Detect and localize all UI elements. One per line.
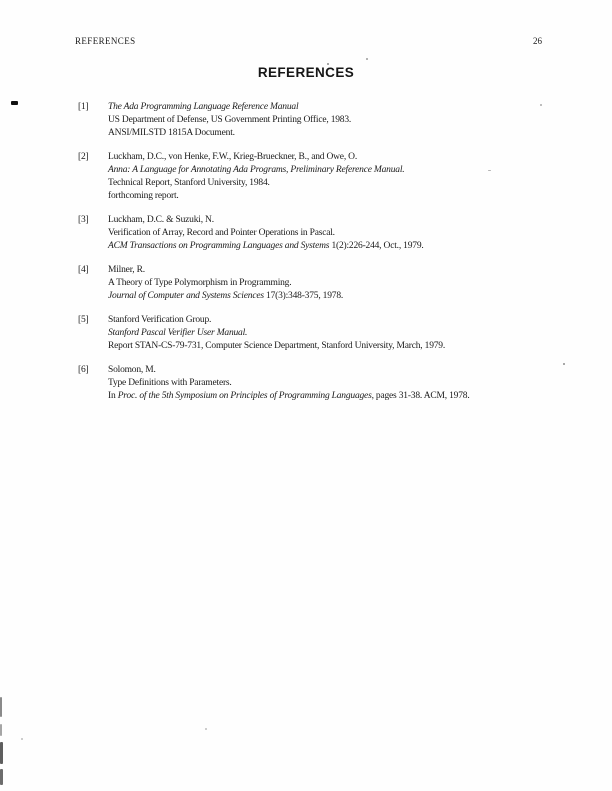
reference-text-segment: 17(3):348-375, 1978. bbox=[263, 291, 344, 301]
reference-entry bbox=[78, 214, 592, 253]
reference-line bbox=[108, 190, 592, 203]
reference-body bbox=[108, 364, 592, 403]
reference-line bbox=[108, 390, 592, 403]
reference-text-segment: Solomon, M. bbox=[108, 365, 156, 375]
reference-label: [2] bbox=[78, 152, 89, 162]
reference-body bbox=[108, 214, 592, 253]
reference-text-segment: , pages 31-38. ACM, 1978. bbox=[371, 391, 470, 401]
reference-line bbox=[108, 164, 592, 177]
reference-text-segment: Technical Report, Stanford University, 1984. bbox=[108, 178, 270, 188]
running-header bbox=[75, 36, 542, 46]
scan-mark bbox=[0, 742, 3, 764]
reference-line bbox=[108, 277, 592, 290]
reference-line bbox=[108, 377, 592, 390]
reference-text-segment: Stanford Verification Group. bbox=[108, 315, 212, 325]
reference-body bbox=[108, 314, 592, 353]
reference-entry bbox=[78, 314, 592, 353]
reference-line bbox=[108, 214, 592, 227]
reference-body bbox=[108, 151, 592, 203]
reference-text-segment: ACM Transactions on Programming Languages and Systems bbox=[108, 241, 330, 251]
reference-body bbox=[108, 101, 592, 140]
reference-line bbox=[108, 340, 592, 353]
reference-label: [1] bbox=[78, 102, 89, 112]
reference-text-segment: forthcoming report. bbox=[108, 191, 179, 201]
reference-text-segment: In bbox=[108, 391, 118, 401]
reference-text-segment: 1(2):226-244, Oct., 1979. bbox=[329, 241, 424, 251]
reference-label: [4] bbox=[78, 265, 89, 275]
reference-label: [6] bbox=[78, 365, 89, 375]
reference-text-segment: Verification of Array, Record and Pointer Operations in Pascal. bbox=[108, 228, 335, 238]
reference-body bbox=[108, 264, 592, 303]
reference-text-segment: Luckham, D.C. & Suzuki, N. bbox=[108, 215, 214, 225]
reference-list bbox=[78, 101, 592, 414]
reference-line bbox=[108, 127, 592, 140]
reference-line bbox=[108, 114, 592, 127]
scan-mark bbox=[205, 728, 207, 730]
scan-mark bbox=[0, 697, 2, 717]
reference-text-segment: Type Definitions with Parameters. bbox=[108, 378, 232, 388]
reference-text-segment: Stanford Pascal Verifier User Manual. bbox=[108, 328, 248, 338]
reference-text-segment: Milner, R. bbox=[108, 265, 145, 275]
running-header-text: REFERENCES bbox=[75, 36, 136, 46]
scan-mark bbox=[11, 101, 18, 105]
reference-line bbox=[108, 314, 592, 327]
reference-line bbox=[108, 227, 592, 240]
reference-line bbox=[108, 177, 592, 190]
scan-mark bbox=[21, 738, 23, 740]
page-number: 26 bbox=[533, 36, 542, 46]
reference-line bbox=[108, 240, 592, 253]
reference-line bbox=[108, 151, 592, 164]
reference-text-segment: US Department of Defense, US Government Printing Office, 1983. bbox=[108, 115, 352, 125]
reference-label: [3] bbox=[78, 215, 89, 225]
reference-text-segment: Proc. of the 5th Symposium on Principles of Programming Languages bbox=[117, 391, 372, 401]
reference-text-segment: A Theory of Type Polymorphism in Programming. bbox=[108, 278, 292, 288]
reference-entry bbox=[78, 264, 592, 303]
reference-entry bbox=[78, 364, 592, 403]
scan-mark bbox=[0, 769, 3, 785]
reference-text-segment: Report STAN-CS-79-731, Computer Science Department, Stanford University, March, 1979. bbox=[108, 341, 446, 351]
reference-entry bbox=[78, 101, 592, 140]
page-title: REFERENCES bbox=[257, 65, 355, 80]
reference-text-segment: Journal of Computer and Systems Sciences bbox=[108, 291, 264, 301]
reference-line bbox=[108, 264, 592, 277]
scan-mark bbox=[0, 724, 2, 736]
reference-entry bbox=[78, 151, 592, 203]
scan-mark bbox=[366, 58, 368, 60]
reference-text-segment: Anna: A Language for Annotating Ada Programs, Preliminary Reference Manual. bbox=[108, 165, 405, 175]
reference-text-segment: The Ada Programming Language Reference Manual bbox=[108, 102, 299, 112]
reference-line bbox=[108, 364, 592, 377]
reference-line bbox=[108, 327, 592, 340]
reference-line bbox=[108, 290, 592, 303]
reference-line bbox=[108, 101, 592, 114]
reference-text-segment: Luckham, D.C., von Henke, F.W., Krieg-Brueckner, B., and Owe, O. bbox=[108, 152, 358, 162]
reference-label: [5] bbox=[78, 315, 89, 325]
reference-text-segment: ANSI/MILSTD 1815A Document. bbox=[108, 128, 235, 138]
